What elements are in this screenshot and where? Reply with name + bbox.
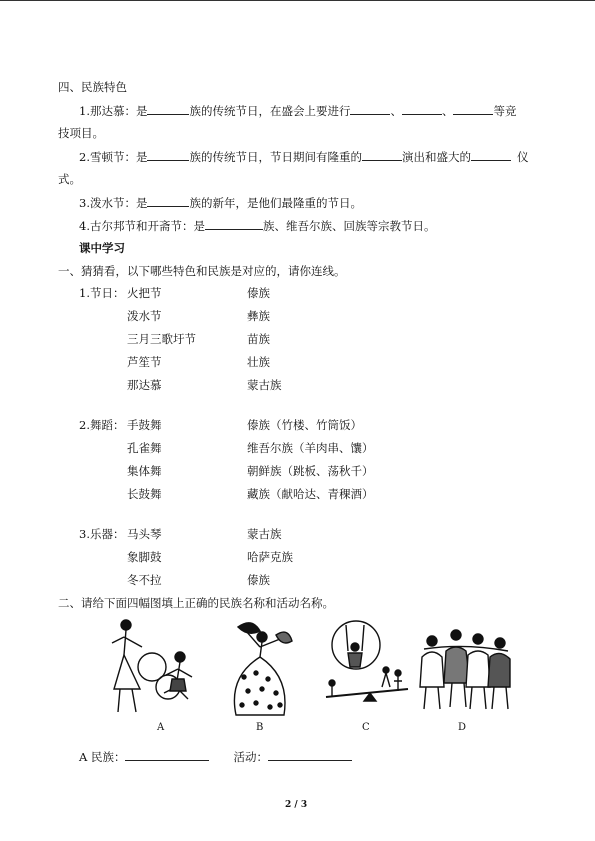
answer-a-activity-blank[interactable] (268, 749, 352, 761)
dance-left-item: 长鼓舞 (127, 487, 162, 501)
item1-line: 1.那达慕：是 族的传统节日，在盛会上要进行 、 、 等竞 (79, 104, 517, 118)
picture-caption-a: A (157, 722, 165, 733)
dances-label: 2.舞蹈： (79, 418, 125, 432)
answer-a-ethnic-blank[interactable] (125, 749, 209, 761)
festival-right-item: 彝族 (247, 309, 270, 323)
instrument-right-item: 傣族 (247, 573, 270, 587)
item1-cont: 技项目。 (58, 126, 104, 140)
page-top-rule (0, 0, 595, 1)
answer-a-ethnic-label: A 民族： (79, 750, 126, 764)
item4-line: 4.古尔邦节和开斋节：是 族、维吾尔族、回族等宗教节日。 (79, 219, 436, 233)
item2-line: 2.雪顿节：是 族的传统节日，节日期间有隆重的 演出和盛大的 仪 (79, 150, 529, 164)
page-number: 2 / 3 (285, 800, 308, 810)
section4-heading: 四、民族特色 (58, 80, 127, 94)
dance-right-item: 朝鲜族（跳板、荡秋千） (247, 464, 374, 478)
picture-a-hoop-dance (106, 617, 206, 717)
instruments-label: 3.乐器： (79, 527, 125, 541)
q1-heading: 一、猜猜看，以下哪些特色和民族是对应的，请你连线。 (58, 264, 346, 278)
instrument-right-item: 蒙古族 (247, 527, 282, 541)
instrument-left-item: 马头琴 (127, 527, 162, 541)
picture-b-fan-dance (218, 617, 304, 717)
dance-right-item: 傣族（竹楼、竹筒饭） (247, 418, 362, 432)
festival-right-item: 蒙古族 (247, 378, 282, 392)
dance-right-item: 藏族（献哈达、青稞酒） (247, 487, 374, 501)
festival-left-item: 三月三歌圩节 (127, 332, 196, 346)
item2-cont: 式。 (58, 172, 81, 186)
dance-left-item: 集体舞 (127, 464, 162, 478)
festival-right-item: 苗族 (247, 332, 270, 346)
festival-left-item: 芦笙节 (127, 355, 162, 369)
dance-left-item: 孔雀舞 (127, 441, 162, 455)
festival-right-item: 壮族 (247, 355, 270, 369)
q2-heading: 二、请给下面四幅图填上正确的民族名称和活动名称。 (58, 596, 334, 610)
dance-right-item: 维吾尔族（羊肉串、馕） (247, 441, 374, 455)
picture-caption-d: D (458, 722, 467, 733)
instrument-right-item: 哈萨克族 (247, 550, 293, 564)
dance-left-item: 手鼓舞 (127, 418, 162, 432)
answer-a-line (79, 749, 352, 764)
festival-left-item: 泼水节 (127, 309, 162, 323)
instrument-left-item: 冬不拉 (127, 573, 162, 587)
answer-a-activity-label: 活动： (233, 750, 268, 764)
class-study-heading: 课中学习 (79, 241, 125, 255)
festival-left-item: 火把节 (127, 286, 162, 300)
festival-left-item: 那达慕 (127, 378, 162, 392)
instrument-left-item: 象脚鼓 (127, 550, 162, 564)
festival-right-item: 傣族 (247, 286, 270, 300)
picture-caption-b: B (256, 722, 264, 733)
item3-line: 3.泼水节：是 族的新年，是他们最隆重的节日。 (79, 196, 362, 210)
picture-c-swing-seesaw (318, 617, 414, 717)
picture-caption-c: C (362, 722, 370, 733)
picture-d-group-dance (414, 617, 514, 717)
festivals-label: 1.节日： (79, 286, 125, 300)
